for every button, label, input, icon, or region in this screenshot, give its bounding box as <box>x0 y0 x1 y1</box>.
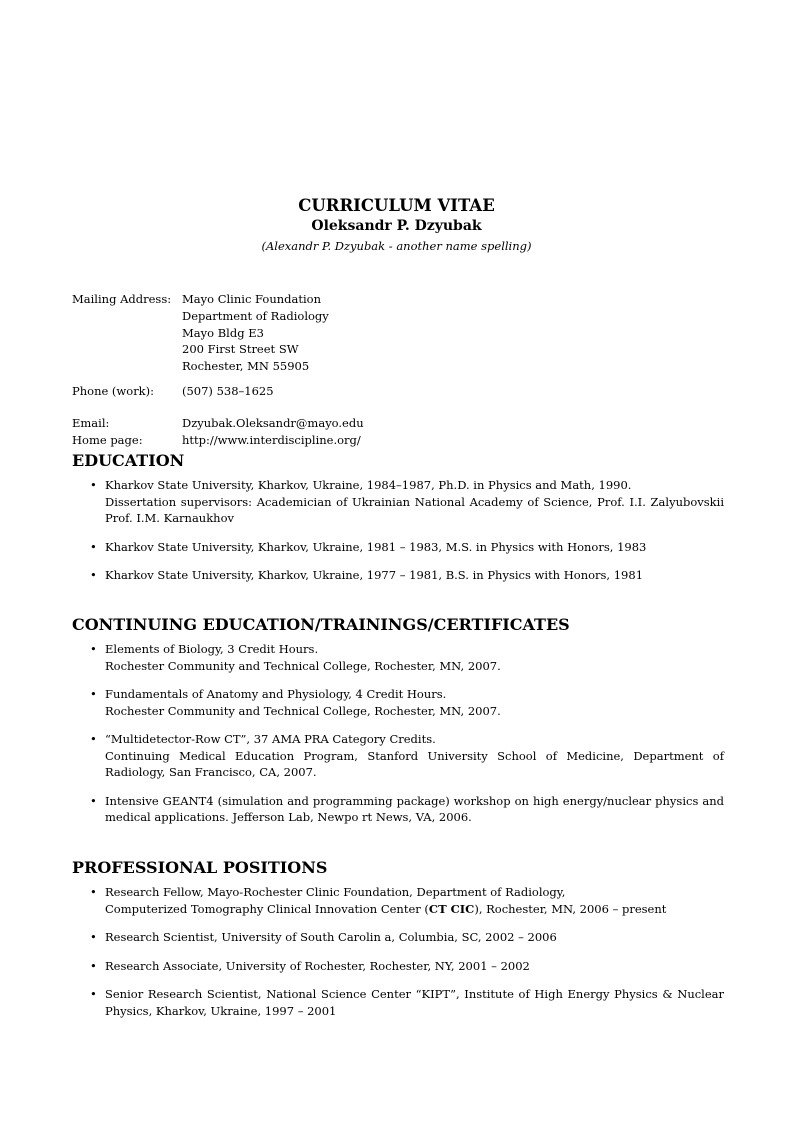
item-line: Intensive GEANT4 (simulation and programming package) workshop on high energy/nuclear physics and medical applications. Jefferson Lab, Newpo rt News, VA, 2006. <box>105 793 724 824</box>
mailing-address-row <box>72 341 364 358</box>
item-line: Research Fellow, Mayo-Rochester Clinic Foundation, Department of Radiology, <box>105 885 566 899</box>
homepage-row <box>72 432 364 449</box>
item-line: Continuing Medical Education Program, Stanford University School of Medicine, Department of Radiology, San Francisco, CA, 2007. <box>105 748 724 779</box>
mailing-address-row <box>72 291 364 308</box>
person-name: Oleksandr P. Dzyubak <box>311 218 482 234</box>
mailing-address-line: Mayo Clinic Foundation <box>182 292 321 306</box>
mailing-address-line: Rochester, MN 55905 <box>182 359 310 374</box>
item-line: Rochester Community and Technical College, Rochester, MN, 2007. <box>105 658 501 673</box>
item-line: Kharkov State University, Kharkov, Ukraine, 1977 – 1981, B.S. in Physics with Honors, 1981 <box>105 568 644 582</box>
education-list <box>72 477 724 584</box>
list-item <box>72 793 724 826</box>
cv-header <box>0 196 793 254</box>
professional-positions-list <box>72 884 724 1019</box>
list-item <box>72 958 724 975</box>
mailing-address-row <box>72 325 364 342</box>
item-line: Kharkov State University, Kharkov, Ukraine, 1984–1987, Ph.D. in Physics and Math, 1990. <box>105 478 632 492</box>
list-item <box>72 539 724 556</box>
item-line: Fundamentals of Anatomy and Physiology, 4 Credit Hours. <box>105 687 447 701</box>
education-heading: EDUCATION <box>72 451 185 470</box>
mailing-address-line: Department of Radiology <box>182 308 329 323</box>
professional-positions-heading: PROFESSIONAL POSITIONS <box>72 858 328 877</box>
homepage-url: http://www.interdiscipline.org/ <box>182 432 361 447</box>
item-line: Kharkov State University, Kharkov, Ukraine, 1981 – 1983, M.S. in Physics with Honors, 1983 <box>105 539 647 554</box>
mailing-address-label: Mailing Address: <box>72 292 172 306</box>
list-item <box>72 477 724 527</box>
item-line: Senior Research Scientist, National Science Center “KIPT”, Institute of High Energy Physics & Nuclear Physics, Kharkov, Ukraine, 1997 – 2001 <box>105 987 724 1018</box>
mailing-address-row <box>72 308 364 325</box>
spacer <box>72 358 182 375</box>
item-line: Elements of Biology, 3 Credit Hours. <box>105 642 319 656</box>
item-line: Computerized Tomography Clinical Innovation Center ( <box>105 901 429 916</box>
item-line: Research Associate, University of Rochester, Rochester, NY, 2001 – 2002 <box>105 958 530 973</box>
item-line: Research Scientist, University of South Carolin a, Columbia, SC, 2002 – 2006 <box>105 930 557 944</box>
spacer <box>72 341 182 358</box>
list-item <box>72 641 724 674</box>
continuing-education-heading: CONTINUING EDUCATION/TRAININGS/CERTIFICATES <box>72 615 570 634</box>
phone-number: (507) 538–1625 <box>182 383 274 398</box>
item-line: ), Rochester, MN, 2006 – present <box>474 901 667 916</box>
page-title: CURRICULUM VITAE <box>298 196 495 215</box>
professional-positions-section <box>72 858 724 1031</box>
list-item <box>72 686 724 719</box>
list-item <box>72 567 724 584</box>
ct-cic-abbrev: CT CIC <box>428 901 475 916</box>
phone-label: Phone (work): <box>72 383 155 398</box>
phone-row <box>72 383 364 400</box>
continuing-education-section <box>72 615 724 838</box>
mailing-address-row <box>72 358 364 375</box>
mailing-address-line: 200 First Street SW <box>182 342 299 357</box>
alternate-name-spelling: (Alexandr P. Dzyubak - another name spelling) <box>261 239 532 253</box>
list-item <box>72 884 724 917</box>
email-label: Email: <box>72 415 110 430</box>
continuing-education-list <box>72 641 724 826</box>
item-line: Dissertation supervisors: Academician of Ukrainian National Academy of Science, Prof. I.I. Zalyubovskii Prof. I.M. Karnaukhov <box>105 494 724 525</box>
homepage-label: Home page: <box>72 432 143 447</box>
list-item <box>72 986 724 1019</box>
mailing-address-line: Mayo Bldg E3 <box>182 325 264 340</box>
list-item <box>72 731 724 781</box>
education-section <box>72 451 724 596</box>
spacer <box>72 325 182 342</box>
contact-block <box>72 291 364 448</box>
email-address: Dzyubak.Oleksandr@mayo.edu <box>182 415 364 430</box>
list-item <box>72 929 724 946</box>
item-line: “Multidetector-Row CT”, 37 AMA PRA Category Credits. <box>105 732 436 746</box>
item-line: Rochester Community and Technical College, Rochester, MN, 2007. <box>105 703 501 718</box>
spacer <box>72 308 182 325</box>
email-row <box>72 415 364 432</box>
